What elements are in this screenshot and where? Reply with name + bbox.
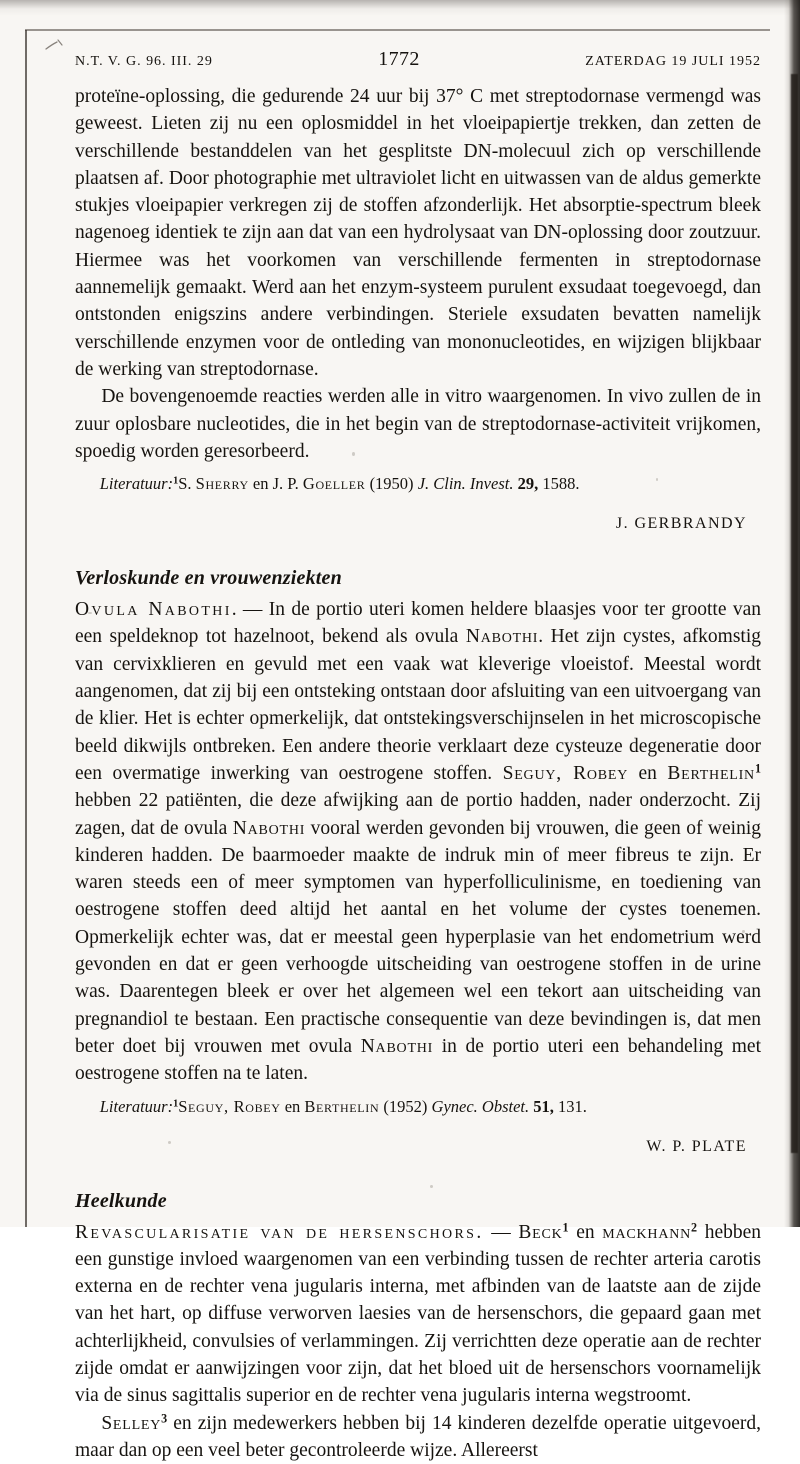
body-text: in de portio uteri een behandeling met oestrogene stoffen na te laten.	[75, 1035, 761, 1085]
author-initials: J. P.	[272, 474, 299, 494]
footnote-marker: 1	[173, 475, 179, 487]
scan-frame-left-line	[25, 30, 27, 1227]
paragraph: Ovula Nabothi. — In de portio uteri komen heldere blaasjes voor ter grootte van een speldeknop tot hazelnoot, bekend als ovula Nabothi. Het zijn cystes, afkomstig van cervixklieren en gevuld met een vaak wat kleverige vloeistof. Meestal wordt aangenomen, dat zij bij een ontsteking ontstaan door afsluiting van een uitvoergang van de klier. Het is echter opmerkelijk, dat ontstekingsverschijnselen in het microscopische beeld dikwijls ontbreken. Een andere theorie verklaart deze cysteuze degeneratie door een overmatige inwerking van oestrogene stoffen. Seguy, Robey en Berthelin$^1$ hebben 22 patiënten, die deze afwijking aan de portio hadden, nader onderzocht. Zij zagen, dat de ovula Nabothi vooral werden gevonden bij vrouwen, die geen of weinig kinderen hadden. De baarmoeder maakte de indruk min of meer fibreus te zijn. Er waren steeds een of meer symptomen van hyperfolliculinisme, en toediening van oestrogene stoffen deed altijd het aantal en het volume der cystes toenemen. Opmerkelijk echter was, dat er meestal geen hyperplasie van het endometrium werd gevonden en dat er geen verhoogde uitscheiding van oestrogene stoffen in de urine was. Daarentegen bleek er over het algemeen wel een tekort aan uitscheiding van pregnandiol te bestaan. Een practische consequentie van deze bevindingen is, dat men beter doet bij vrouwen met ovula Nabothi in de portio uteri een behandeling met oestrogene stoffen na te laten.	[75, 599, 762, 1085]
literature-label: Literatuur:	[99, 1096, 174, 1116]
author-names: Seguy, Robey	[178, 1096, 281, 1116]
running-head-date: ZATERDAG 19 JULI 1952	[585, 54, 761, 69]
journal-page: 131.	[558, 1096, 587, 1116]
scan-edge-right	[784, 0, 800, 1227]
author-surname: Sherry	[195, 474, 249, 494]
article-title: Revascularisatie van de hersenschors.	[75, 1221, 484, 1243]
article-signature: W. P. PLATE	[646, 1137, 747, 1155]
scan-frame-top-line	[25, 29, 770, 31]
footnote-marker: 1	[754, 761, 761, 776]
conjunction: en	[284, 1096, 301, 1116]
section-heading: Heelkunde	[75, 1189, 167, 1212]
term-nabothi: Nabothi	[232, 817, 306, 839]
text-column	[75, 48, 761, 1464]
footnote-marker: 1	[173, 1098, 179, 1110]
literature-citation	[75, 1096, 761, 1118]
author-names: Seguy, Robey	[502, 762, 629, 784]
paragraph	[75, 1410, 761, 1464]
author-name: Berthelin	[304, 1096, 380, 1116]
em-dash: —	[491, 1221, 511, 1243]
article-title: Ovula Nabothi	[75, 599, 232, 621]
running-head	[75, 48, 761, 71]
em-dash: —	[242, 599, 263, 621]
author-initial: S.	[178, 474, 192, 494]
body-text: vooral werden gevonden bij vrouwen, die geen of weinig kinderen hadden. De baarmoeder maakte de indruk min of meer fibreus te zijn. Er waren steeds een of meer symptomen van hyperfolliculinisme, en toediening van oestrogene stoffen deed altijd het aantal en het volume der cystes toenemen. Opmerkelijk echter was, dat er meestal geen hyperplasie van het endometrium werd gevonden en dat er geen verhoogde uitscheiding van oestrogene stoffen in de urine was. Daarentegen bleek er over het algemeen wel een tekort aan uitscheiding van pregnandiol te bestaan. Een practische consequentie van deze bevindingen is, dat men beter doet bij vrouwen met ovula	[75, 817, 762, 1057]
literature-citation	[75, 473, 761, 495]
journal-volume: 51,	[533, 1096, 554, 1116]
author-name: Selley	[101, 1412, 162, 1434]
literature-label: Literatuur:	[99, 474, 174, 494]
body-text: . Het zijn cystes, afkomstig van cervixklieren en gevuld met een vaak wat kleverige vloeistof. Meestal wordt aangenomen, dat zij bij een ontsteking ontstaan door afsluiting van een uitvoergang van de klier. Het is echter opmerkelijk, dat ontstekingsverschijnselen in het microscopische beeld dikwijls ontbreken. Een andere theorie verklaart deze cysteuze degeneratie door een overmatige inwerking van oestrogene stoffen.	[75, 626, 761, 784]
author-name: Berthelin	[667, 762, 755, 784]
pencil-mark-icon	[44, 38, 70, 52]
footnote-marker: 1	[562, 1220, 569, 1235]
scan-edge-top	[0, 0, 800, 16]
term-nabothi: Nabothi	[360, 1035, 434, 1057]
paragraph: De bovengenoemde reacties werden alle in vitro waargenomen. In vivo zullen de in zuur oplosbare nucleotides, die in het begin van de streptodornase-activiteit vrijkomen, spoedig worden geresorbeerd.	[75, 386, 761, 462]
publication-year: (1952)	[383, 1096, 428, 1116]
term-nabothi: Nabothi	[465, 626, 539, 648]
body-text: en zijn medewerkers hebben bij 14 kinderen dezelfde operatie uitgevoerd, maar dan op een veel beter gecontroleerde wijze. Allereerst	[75, 1412, 761, 1461]
journal-volume: 29,	[517, 474, 539, 494]
footnote-marker: 2	[691, 1220, 698, 1235]
running-head-journal-ref: N.T. V. G. 96. III. 29	[75, 54, 213, 69]
paragraph	[75, 1219, 761, 1410]
paragraph: proteïne-oplossing, die gedurende 24 uur bij 37° C met streptodornase vermengd was geweest. Lieten zij nu een oplosmiddel in het vloeipapiertje trekken, dan zetten de verschillende bestanddelen van het gesplitste DN-molecuul zich op verschillende plaatsen af. Door photographie met ultraviolet licht en uitwassen van de aldus gemerkte stukjes vloeipapier verkregen zij de stoffen afzonderlijk. Het absorptie-spectrum bleek nagenoeg identiek te zijn aan dat van een hydrolysaat van DN-oplossing door zoutzuur. Hiermee was het voorkomen van verschillende fermenten in streptodornase aannemelijk gemaakt. Werd aan het enzym-systeem purulent exsudaat toegevoegd, dan ontstonden enigszins andere verbindingen. Steriele exsudaten bevatten namelijk verschillende enzymen voor de ontleding van mononucleotides, en wijzigen blijkbaar de werking van streptodornase.	[75, 86, 761, 380]
author-surname: Goeller	[302, 474, 366, 494]
body-text: In de portio uteri komen heldere blaasjes voor ter grootte van een speldeknop tot hazelnoot, bekend als ovula	[75, 599, 762, 648]
conjunction: en	[568, 1221, 603, 1243]
body-text: hebben 22 patiënten, die deze afwijking aan de portio hadden, nader onderzocht. Zij zagen, dat de ovula	[75, 790, 761, 839]
journal-name: Gynec. Obstet.	[431, 1096, 530, 1116]
author-name: Beck	[518, 1221, 563, 1243]
body-text: hebben een gunstige invloed waargenomen van een verbinding tussen de rechter arteria carotis externa en de rechter vena jugularis interna, met afbinden van de laatste aan de zijde van het hart, op diffuse verworven laesies van de hersenschors, die gepaard gaan met achterlijkheid, convulsies of verlammingen. Zij verrichtten deze operatie aan de rechter zijde omdat er aanwijzingen voor zijn, dat het bloed uit de hersenschors voornamelijk via de sinus sagittalis superior en de rechter vena jugularis interna wegstroomt.	[75, 1221, 762, 1407]
footnote-marker: 3	[161, 1411, 168, 1426]
page-number: 1772	[378, 48, 420, 70]
publication-year: (1950)	[369, 474, 414, 494]
author-name: mackhann	[602, 1221, 691, 1243]
section-heading: Verloskunde en vrouwenziekten	[75, 567, 342, 590]
journal-page: 1588.	[542, 474, 580, 494]
conjunction: en	[628, 762, 668, 784]
conjunction: en	[252, 474, 269, 494]
article-signature: J. GERBRANDY	[615, 515, 747, 533]
journal-name: J. Clin. Invest.	[417, 474, 514, 494]
